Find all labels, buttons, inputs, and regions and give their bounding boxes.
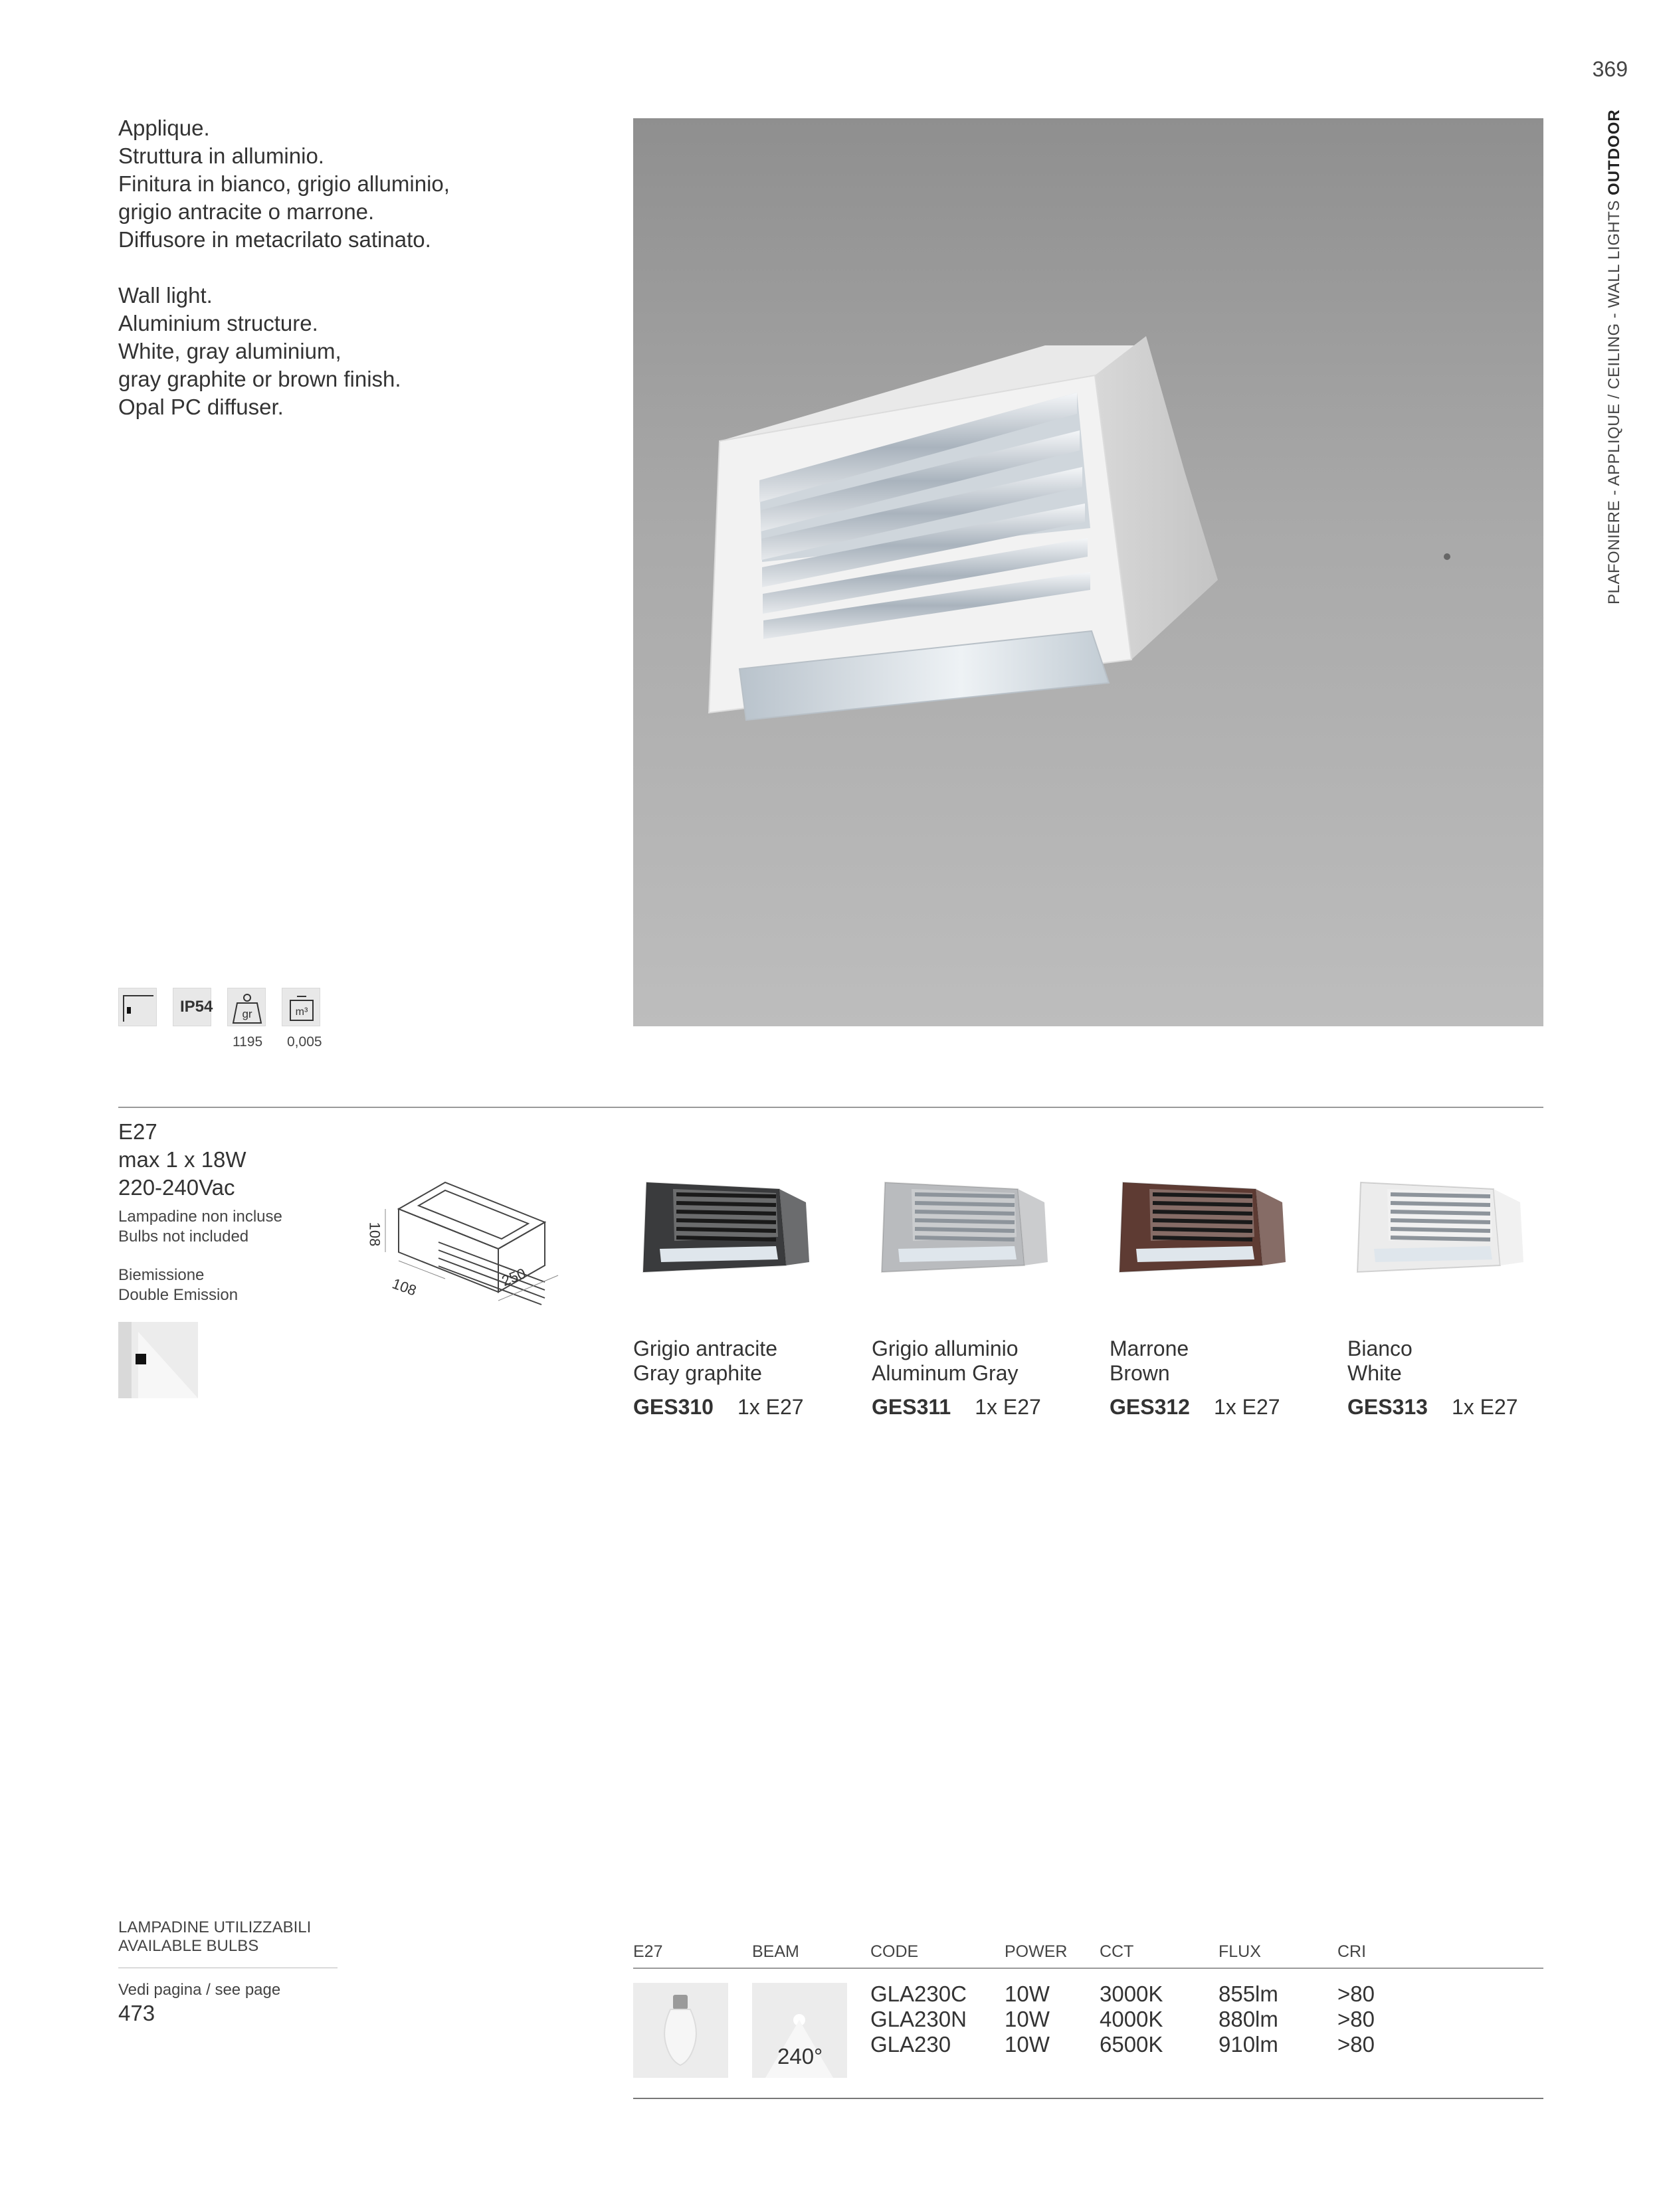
desc-it-line: Finitura in bianco, grigio alluminio, [118, 171, 450, 196]
variant-code: GES312 [1110, 1395, 1190, 1419]
emission-it: Biemissione [118, 1266, 205, 1284]
desc-it-line: grigio antracite o marrone. [118, 199, 375, 224]
bulb-flux: 880lm [1219, 2007, 1278, 2031]
variant-code: GES313 [1347, 1395, 1428, 1419]
see-page-number: 473 [118, 2001, 155, 2025]
desc-en-line: gray graphite or brown finish. [118, 367, 401, 391]
variant-light-icon [852, 1156, 1064, 1289]
bulb-cri: >80 [1337, 2007, 1375, 2031]
variant-code: GES311 [872, 1395, 951, 1419]
bulb-cct: 4000K [1100, 2007, 1163, 2031]
socket-type: E27 [118, 1119, 157, 1144]
col-header-power: POWER [1005, 1942, 1068, 1961]
dimension-height: 108 [366, 1222, 383, 1247]
desc-it-line: Struttura in alluminio. [118, 143, 324, 168]
desc-en-line: Aluminium structure. [118, 311, 318, 335]
variant-name-it: Grigio antracite [633, 1336, 777, 1360]
variant-bulb: 1x E27 [975, 1395, 1041, 1419]
variant-photo [1327, 1156, 1540, 1289]
bulb-code: GLA230N [870, 2007, 967, 2031]
bulb-flux: 910lm [1219, 2032, 1278, 2057]
bulb-power: 10W [1005, 2032, 1050, 2057]
bulb-thumbnail [633, 1983, 728, 2078]
variant-code-row [872, 1395, 1041, 1420]
variant-name-en: White [1347, 1361, 1402, 1385]
svg-text:gr: gr [242, 1008, 252, 1020]
product-photo [633, 118, 1543, 1026]
desc-en-line: Wall light. [118, 283, 213, 308]
bulb-power: 10W [1005, 2007, 1050, 2031]
col-header-e27: E27 [633, 1942, 663, 1961]
svg-text:m³: m³ [295, 1006, 308, 1018]
section-tab-bold: OUTDOOR [1605, 109, 1623, 195]
bulb-cct: 6500K [1100, 2032, 1163, 2057]
variant-name-it: Bianco [1347, 1336, 1413, 1360]
variant-code-row [1347, 1395, 1518, 1420]
variant-bulb: 1x E27 [737, 1395, 804, 1419]
package-volume-icon [282, 988, 320, 1026]
variant-photo [852, 1156, 1064, 1289]
variant-name [1347, 1336, 1413, 1386]
electrical-specs [118, 1118, 282, 1305]
variant-bulb: 1x E27 [1213, 1395, 1280, 1419]
variant-name [633, 1336, 777, 1386]
dimension-depth: 108 [390, 1275, 419, 1299]
col-header-flux: FLUX [1219, 1942, 1261, 1961]
col-header-beam: BEAM [752, 1942, 799, 1961]
table-header-rule [633, 1968, 1543, 1969]
variant-photo [613, 1156, 826, 1289]
wall-mount-icon [118, 988, 157, 1026]
bulb-cri: >80 [1337, 1982, 1375, 2006]
page-number: 369 [1592, 57, 1628, 81]
variant-code-row [633, 1395, 804, 1420]
max-power: max 1 x 18W [118, 1147, 246, 1172]
variant-name-en: Brown [1110, 1361, 1170, 1385]
beam-angle-value: 240° [777, 2044, 823, 2069]
bulbs-note-en: Bulbs not included [118, 1228, 249, 1245]
variant-name-it: Marrone [1110, 1336, 1189, 1360]
col-header-cri: CRI [1337, 1942, 1367, 1961]
bulb-cct: 3000K [1100, 1982, 1163, 2006]
weight-value: 1195 [233, 1034, 263, 1050]
available-bulbs-title [118, 1918, 311, 1956]
bulbs-note-it: Lampadine non incluse [118, 1208, 282, 1226]
bulb-code: GLA230 [870, 2032, 951, 2057]
variant-light-icon [1327, 1156, 1540, 1289]
section-tab-prefix: PLAFONIERE - APPLIQUE / CEILING - WALL LIGHTS [1605, 200, 1623, 604]
variant-name [872, 1336, 1019, 1386]
dimension-width: 250 [499, 1265, 528, 1290]
variant-bulb: 1x E27 [1451, 1395, 1518, 1419]
variant-light-icon [1090, 1156, 1302, 1289]
double-emission-icon [118, 1322, 198, 1398]
product-description [118, 114, 450, 421]
section-divider [118, 1107, 1543, 1108]
desc-en-line: White, gray aluminium, [118, 339, 342, 363]
variant-name-en: Gray graphite [633, 1361, 762, 1385]
desc-it-line: Diffusore in metacrilato satinato. [118, 227, 431, 252]
section-tab [1601, 109, 1628, 604]
emission-en: Double Emission [118, 1286, 239, 1304]
see-page-label: Vedi pagina / see page [118, 1981, 281, 1999]
bulbs-title-it: LAMPADINE UTILIZZABILI [118, 1918, 312, 1936]
col-header-cct: CCT [1100, 1942, 1134, 1961]
variant-name-en: Aluminum Gray [872, 1361, 1019, 1385]
bulbs-title-en: AVAILABLE BULBS [118, 1937, 259, 1955]
ip-rating-label: IP54 [180, 998, 213, 1016]
table-bottom-rule [633, 2098, 1543, 2099]
variant-code: GES310 [633, 1395, 714, 1419]
variant-name-it: Grigio alluminio [872, 1336, 1019, 1360]
desc-en-line: Opal PC diffuser. [118, 395, 284, 419]
wall-light-illustration [633, 118, 1543, 1026]
variant-name [1110, 1336, 1189, 1386]
dimension-drawing [359, 1143, 571, 1309]
bulb-cri: >80 [1337, 2032, 1375, 2057]
variant-light-icon [613, 1156, 826, 1289]
voltage: 220-240Vac [118, 1175, 235, 1200]
col-header-code: CODE [870, 1942, 919, 1961]
weight-icon [227, 988, 266, 1026]
bulb-power: 10W [1005, 1982, 1050, 2006]
variant-code-row [1110, 1395, 1280, 1420]
bulb-flux: 855lm [1219, 1982, 1278, 2006]
volume-value: 0,005 [287, 1034, 322, 1050]
bulb-code: GLA230C [870, 1982, 967, 2006]
ip-rating-icon [173, 988, 211, 1026]
beam-angle-thumbnail [752, 1983, 847, 2078]
variant-photo [1090, 1156, 1302, 1289]
desc-it-line: Applique. [118, 116, 210, 140]
